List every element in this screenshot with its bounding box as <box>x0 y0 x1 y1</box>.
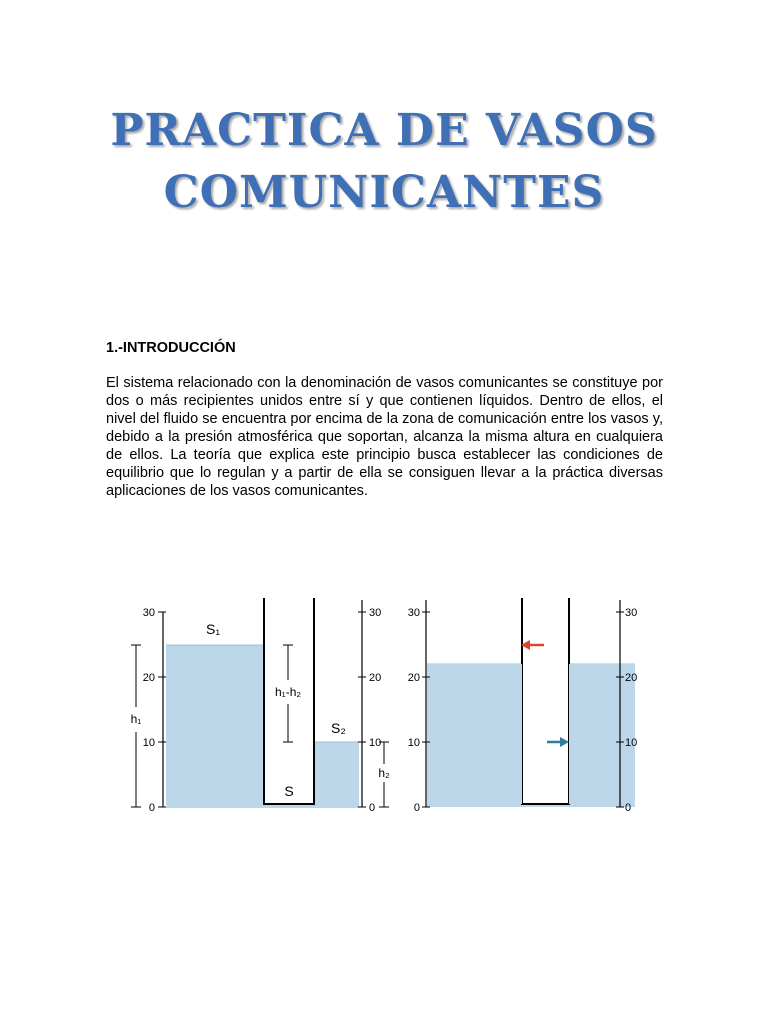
intro-paragraph: El sistema relacionado con la denominación de vasos comunicantes se constituye por dos o más recipientes unidos entre sí y que contienen líquidos. Dentro de ellos, el nivel del fluido se encuentra por encima de la zona de comunicación entre los vasos y, debido a la presión atmosférica que soportan, alcanza la misma altura en cualquiera de ellos. La teoría que explica este principio busca establecer las condiciones de equilibrio que lo regulan y a partir de ella se consiguen llevar a la práctica diversas aplicaciones de los vasos comunicantes. <box>106 375 663 499</box>
right-scale-20: 20 <box>369 672 382 684</box>
right-diagram <box>408 598 638 814</box>
right-u-tube-wall <box>522 598 569 804</box>
s2-label: S₂ <box>331 720 346 736</box>
left-scale-0: 0 <box>148 802 155 814</box>
rd-left-scale-10: 10 <box>407 737 420 749</box>
h1-label: h₁ <box>130 712 142 726</box>
left-vessel-water <box>166 645 264 807</box>
right-scale <box>358 600 381 814</box>
left-scale <box>143 607 166 814</box>
h2-label: h₂ <box>378 766 390 780</box>
right-scale-0: 0 <box>369 802 376 814</box>
h2-dimension <box>378 742 390 807</box>
communicating-vessels-figure <box>120 592 650 822</box>
rd-right-scale-30: 30 <box>625 607 638 619</box>
page-title <box>0 100 768 224</box>
u-tube-wall <box>264 598 314 804</box>
right-diagram-left-scale <box>408 600 430 814</box>
left-scale-30: 30 <box>142 607 155 619</box>
bottom-channel-water <box>166 803 359 808</box>
rd-left-scale-20: 20 <box>407 672 420 684</box>
left-scale-10: 10 <box>142 737 155 749</box>
left-diagram <box>131 598 390 814</box>
h1-h2-label: h₁-h₂ <box>274 685 302 699</box>
right-vessel-water <box>314 742 359 807</box>
title-line-2: COMUNICANTES <box>163 167 605 218</box>
rd-right-scale-0: 0 <box>625 802 632 814</box>
title-line-1: PRACTICA DE VASOS <box>110 105 658 156</box>
section-heading: 1.-INTRODUCCIÓN <box>106 340 236 356</box>
rd-right-scale-20: 20 <box>625 672 638 684</box>
h1-dimension <box>131 645 142 807</box>
rd-left-scale-0: 0 <box>413 802 420 814</box>
s-label: S <box>284 783 294 799</box>
rd-left-scale-30: 30 <box>407 607 420 619</box>
rd-right-scale-10: 10 <box>625 737 638 749</box>
s1-label: S₁ <box>206 621 221 637</box>
right-scale-30: 30 <box>369 607 382 619</box>
right-scale-10: 10 <box>369 737 382 749</box>
left-scale-20: 20 <box>142 672 155 684</box>
